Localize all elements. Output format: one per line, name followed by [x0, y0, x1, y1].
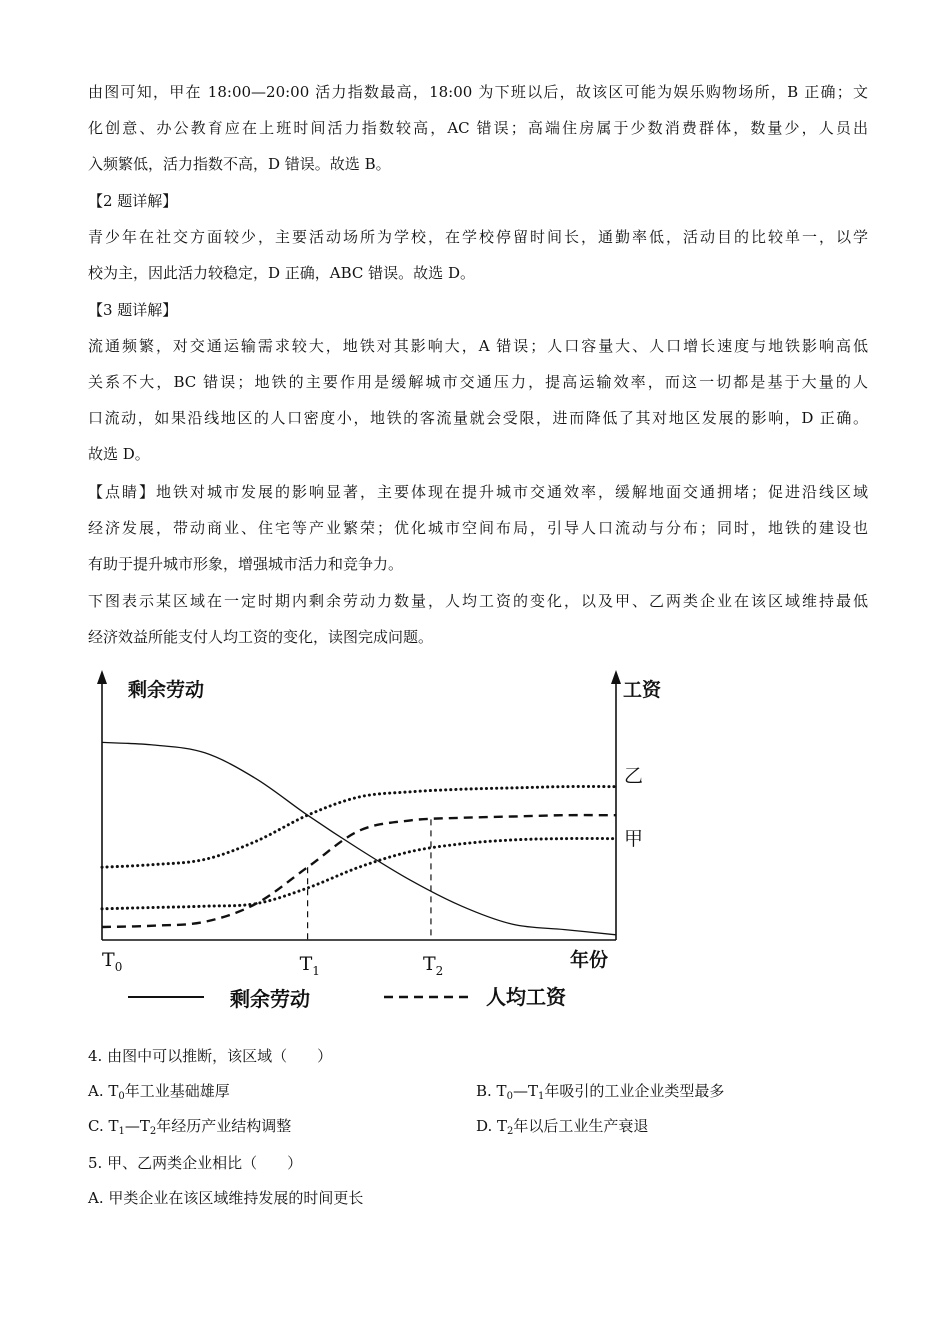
text-line: 由图可知，甲在 18:00—20:00 活力指数最高，18:00 为下班以后，故该区可能为娱乐购物场所，B 正确；文 [88, 83, 868, 101]
text-line: 口流动，如果沿线地区的人口密度小，地铁的客流量就会受限，进而降低了其对地区发展的影响，D 正确。 [88, 409, 868, 427]
question-5-stem: 5. 甲、乙两类企业相比（ ） [88, 1154, 303, 1172]
series-line-2 [102, 787, 616, 868]
q5-option-a[interactable]: A. 甲类企业在该区域维持发展的时间更长 [88, 1189, 364, 1207]
q4-option-a[interactable]: A. $T_0$年工业基础雄厚 [88, 1082, 230, 1102]
right-axis-arrow [611, 670, 621, 684]
x-tick-label-t1: $T_1$ [299, 953, 320, 978]
right-axis-label: 工资 [623, 679, 662, 701]
analysis-q3 [88, 292, 868, 472]
x-axis-label: 年份 [570, 949, 609, 971]
analysis-q1 [88, 74, 868, 182]
series-layer [102, 742, 616, 934]
figure-chart [88, 660, 662, 1030]
q4-option-d[interactable]: D. $T_2$年以后工业生产衰退 [476, 1117, 649, 1137]
text-line: 关系不大，BC 错误；地铁的主要作用是缓解城市交通压力，提高运输效率，而这一切都是基于大量的人 [88, 373, 868, 391]
text-line: 流通频繁，对交通运输需求较大，地铁对其影响大，A 错误；人口容量大、人口增长速度与地铁影响高低 [88, 337, 868, 355]
intro-block [88, 583, 868, 655]
text-line: 入频繁低，活力指数不高，D 错误。故选 B。 [88, 155, 391, 173]
curve-label-jia: 甲 [624, 828, 644, 850]
legend-label-avg-wage: 人均工资 [486, 985, 566, 1009]
q4-option-c[interactable]: C. $T_1—T_2$年经历产业结构调整 [88, 1117, 292, 1137]
series-line-1 [102, 815, 616, 927]
legend-label-surplus-labor: 剩余劳动 [230, 987, 310, 1011]
chart-svg [88, 660, 662, 1030]
section-heading: 【2 题详解】 [88, 192, 178, 210]
text-line: 有助于提升城市形象，增强城市活力和竞争力。 [88, 555, 404, 573]
analysis-q2 [88, 183, 868, 291]
text-line: 青少年在社交方面较少，主要活动场所为学校，在学校停留时间长，通勤率低，活动目的比较单一，以学 [88, 228, 868, 246]
text-line: 化创意、办公教育应在上班时间活力指数较高，AC 错误；高端住房属于少数消费群体，数量少，人员出 [88, 119, 868, 137]
left-axis-arrow [97, 670, 107, 684]
curve-label-yi: 乙 [624, 765, 644, 787]
left-axis-label: 剩余劳动 [128, 679, 205, 701]
text-line: 经济效益所能支付人均工资的变化，读图完成问题。 [88, 628, 434, 646]
text-line: 故选 D。 [88, 445, 150, 463]
text-line: 校为主，因此活力较稳定，D 正确，ABC 错误。故选 D。 [88, 264, 475, 282]
text-line: 下图表示某区域在一定时期内剩余劳动力数量，人均工资的变化，以及甲、乙两类企业在该区域维持最低 [88, 592, 868, 610]
x-tick-label-t2: $T_2$ [422, 953, 444, 978]
question-4-stem: 4. 由图中可以推断，该区域（ ） [88, 1047, 333, 1065]
text-line: 经济发展，带动商业、住宅等产业繁荣；优化城市空间布局，引导人口流动与分布；同时，地铁的建设也 [88, 519, 868, 537]
section-heading: 【3 题详解】 [88, 301, 178, 319]
text-line: 【点睛】地铁对城市发展的影响显著，主要体现在提升城市交通效率，缓解地面交通拥堵；促进沿线区域 [88, 483, 868, 501]
q4-option-b[interactable]: B. $T_0—T_1$年吸引的工业企业类型最多 [476, 1082, 725, 1102]
x-tick-label-t0: $T_0$ [102, 949, 123, 974]
comment-block [88, 474, 868, 582]
